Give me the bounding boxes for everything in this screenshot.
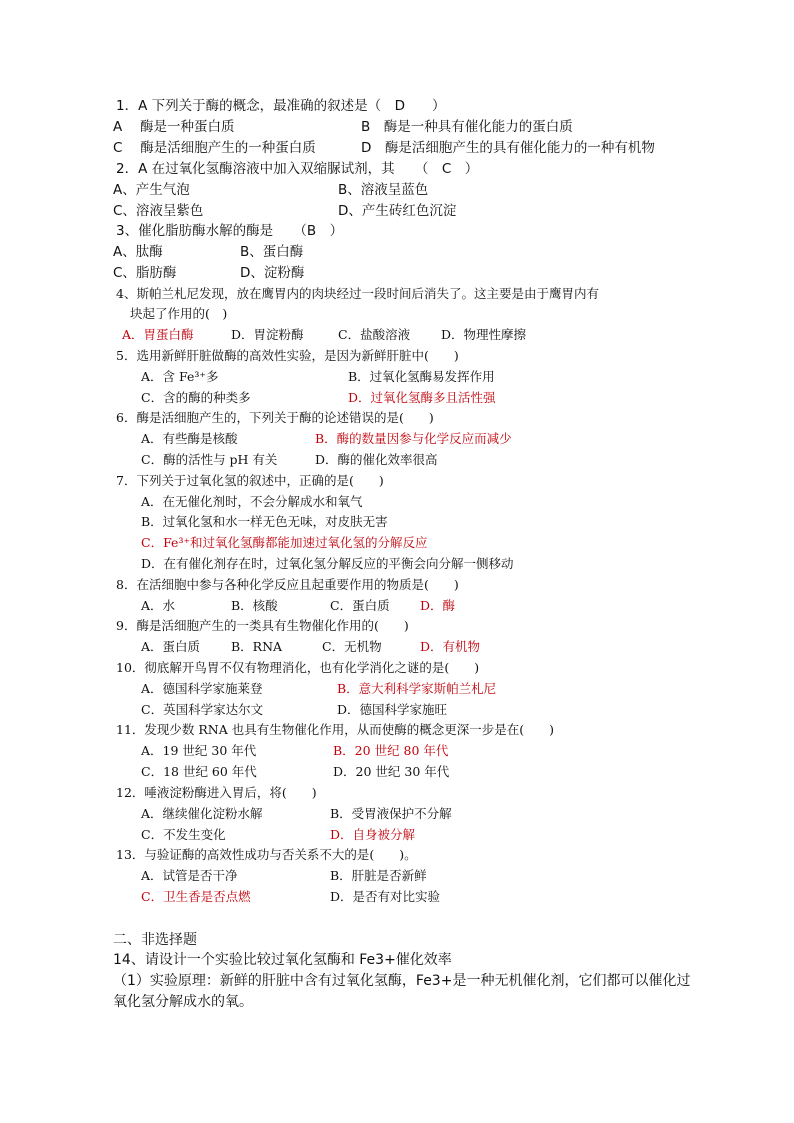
question-11-option-b: B．20 世纪 80 年代 <box>333 743 449 758</box>
question-10-option-a: A．德国科学家施莱登 <box>141 681 263 696</box>
question-12-stem: 12．唾液淀粉酶进入胃后，将( ) <box>116 785 317 800</box>
question-8-option-d: D．酶 <box>420 598 456 613</box>
question-6-option-c: C．酶的活性与 pH 有关 <box>141 452 278 467</box>
question-6-stem: 6．酶是活细胞产生的，下列关于酶的论述错误的是( ) <box>116 410 434 425</box>
question-13-stem: 13．与验证酶的高效性成功与否关系不大的是( )。 <box>116 847 417 862</box>
question-8-option-c: C．蛋白质 <box>330 598 390 613</box>
question-10-stem: 10．彻底解开鸟胃不仅有物理消化，也有化学消化之谜的是( ) <box>116 660 480 675</box>
question-7-option-c: C．Fe³⁺和过氧化氢酶都能加速过氧化氢的分解反应 <box>141 535 428 550</box>
question-8-option-a: A．水 <box>141 598 176 613</box>
question-12-option-c: C．不发生变化 <box>141 827 226 842</box>
question-1-option-b: B 酶是一种具有催化能力的蛋白质 <box>361 119 573 135</box>
question-5-option-d: D．过氧化氢酶多且活性强 <box>348 390 496 405</box>
question-13-option-d: D．是否有对比实验 <box>330 889 441 904</box>
question-7-option-d: D．在有催化剂存在时，过氧化氢分解反应的平衡会向分解一侧移动 <box>141 556 514 571</box>
question-10-option-c: C．英国科学家达尔文 <box>141 702 264 717</box>
question-9-option-d: D．有机物 <box>420 639 481 654</box>
question-9-option-a: A．蛋白质 <box>141 639 201 654</box>
question-3-option-d: D、淀粉酶 <box>240 265 305 281</box>
question-12-option-a: A．继续催化淀粉水解 <box>141 806 263 821</box>
question-5-option-b: B．过氧化氢酶易发挥作用 <box>348 369 495 384</box>
question-1-option-a: A 酶是一种蛋白质 <box>113 119 235 135</box>
question-4-stem-continued: 块起了作用的( ) <box>130 306 228 321</box>
question-11-option-d: D．20 世纪 30 年代 <box>333 764 450 779</box>
question-11-option-a: A．19 世纪 30 年代 <box>141 743 257 758</box>
question-11-option-c: C．18 世纪 60 年代 <box>141 764 257 779</box>
question-14-principle-line-2: 氧化氢分解成水的氧。 <box>113 994 253 1010</box>
question-2-option-a: A、产生气泡 <box>113 182 190 198</box>
question-13-option-c: C．卫生香是否点燃 <box>141 889 251 904</box>
question-10-option-d: D．德国科学家施旺 <box>337 702 448 717</box>
question-6-option-d: D．酶的催化效率很高 <box>315 452 438 467</box>
question-1-stem: 1．A 下列关于酶的概念，最准确的叙述是（ D ） <box>116 98 446 114</box>
question-9-stem: 9．酶是活细胞产生的一类具有生物催化作用的( ) <box>116 618 409 633</box>
question-5-option-c: C．含的酶的种类多 <box>141 390 251 405</box>
question-4-option-c: C．盐酸溶液 <box>338 327 411 342</box>
question-3-option-c: C、脂肪酶 <box>113 265 177 281</box>
question-6-option-a: A．有些酶是核酸 <box>141 431 238 446</box>
question-13-option-a: A．试管是否干净 <box>141 868 238 883</box>
question-8-stem: 8．在活细胞中参与各种化学反应且起重要作用的物质是( ) <box>116 577 459 592</box>
question-2-option-c: C、溶液呈紫色 <box>113 203 204 219</box>
question-14-principle-line-1: （1）实验原理：新鲜的肝脏中含有过氧化氢酶，Fe3+是一种无机催化剂，它们都可以催化过 <box>113 973 691 989</box>
question-7-option-a: A．在无催化剂时，不会分解成水和氧气 <box>141 494 363 509</box>
question-2-stem: 2．A 在过氧化氢酶溶液中加入双缩脲试剂，其 （ C ） <box>116 161 479 177</box>
question-12-option-d: D．自身被分解 <box>330 827 416 842</box>
question-4-option-b: D．胃淀粉酶 <box>231 327 304 342</box>
question-14-stem: 14、请设计一个实验比较过氧化氢酶和 Fe3+催化效率 <box>113 952 452 968</box>
question-8-option-b: B．核酸 <box>231 598 278 613</box>
section-heading: 二、非选择题 <box>113 932 197 948</box>
question-13-option-b: B．肝脏是否新鲜 <box>330 868 427 883</box>
question-2-option-b: B、溶液呈蓝色 <box>338 182 429 198</box>
question-12-option-b: B．受胃液保护不分解 <box>330 806 452 821</box>
question-9-option-b: B．RNA <box>231 639 283 654</box>
question-6-option-b: B．酶的数量因参与化学反应而减少 <box>315 431 512 446</box>
question-3-option-b: B、蛋白酶 <box>240 244 304 260</box>
question-5-option-a: A．含 Fe³⁺多 <box>141 369 219 384</box>
question-10-option-b: B．意大利科学家斯帕兰札尼 <box>337 681 497 696</box>
question-4-option-a: A．胃蛋白酶 <box>122 327 194 342</box>
question-3-option-a: A、肽酶 <box>113 244 163 260</box>
question-2-option-d: D、产生砖红色沉淀 <box>338 203 457 219</box>
question-4-stem: 4、斯帕兰札尼发现，放在鹰胃内的肉块经过一段时间后消失了。这主要是由于鹰胃内有 <box>116 286 599 301</box>
question-9-option-c: C．无机物 <box>322 639 382 654</box>
question-3-stem: 3、催化脂肪酶水解的酶是 （B ） <box>116 223 344 239</box>
question-1-option-c: C 酶是活细胞产生的一种蛋白质 <box>113 140 316 156</box>
question-1-option-d: D 酶是活细胞产生的具有催化能力的一种有机物 <box>361 140 655 156</box>
question-4-option-d: D．物理性摩擦 <box>441 327 527 342</box>
question-5-stem: 5．选用新鲜肝脏做酶的高效性实验，是因为新鲜肝脏中( ) <box>116 348 459 363</box>
question-7-option-b: B．过氧化氢和水一样无色无味，对皮肤无害 <box>141 514 388 529</box>
question-7-stem: 7．下列关于过氧化氢的叙述中，正确的是( ) <box>116 473 384 488</box>
question-11-stem: 11．发现少数 RNA 也具有生物催化作用，从而使酶的概念更深一步是在( ) <box>116 722 554 737</box>
